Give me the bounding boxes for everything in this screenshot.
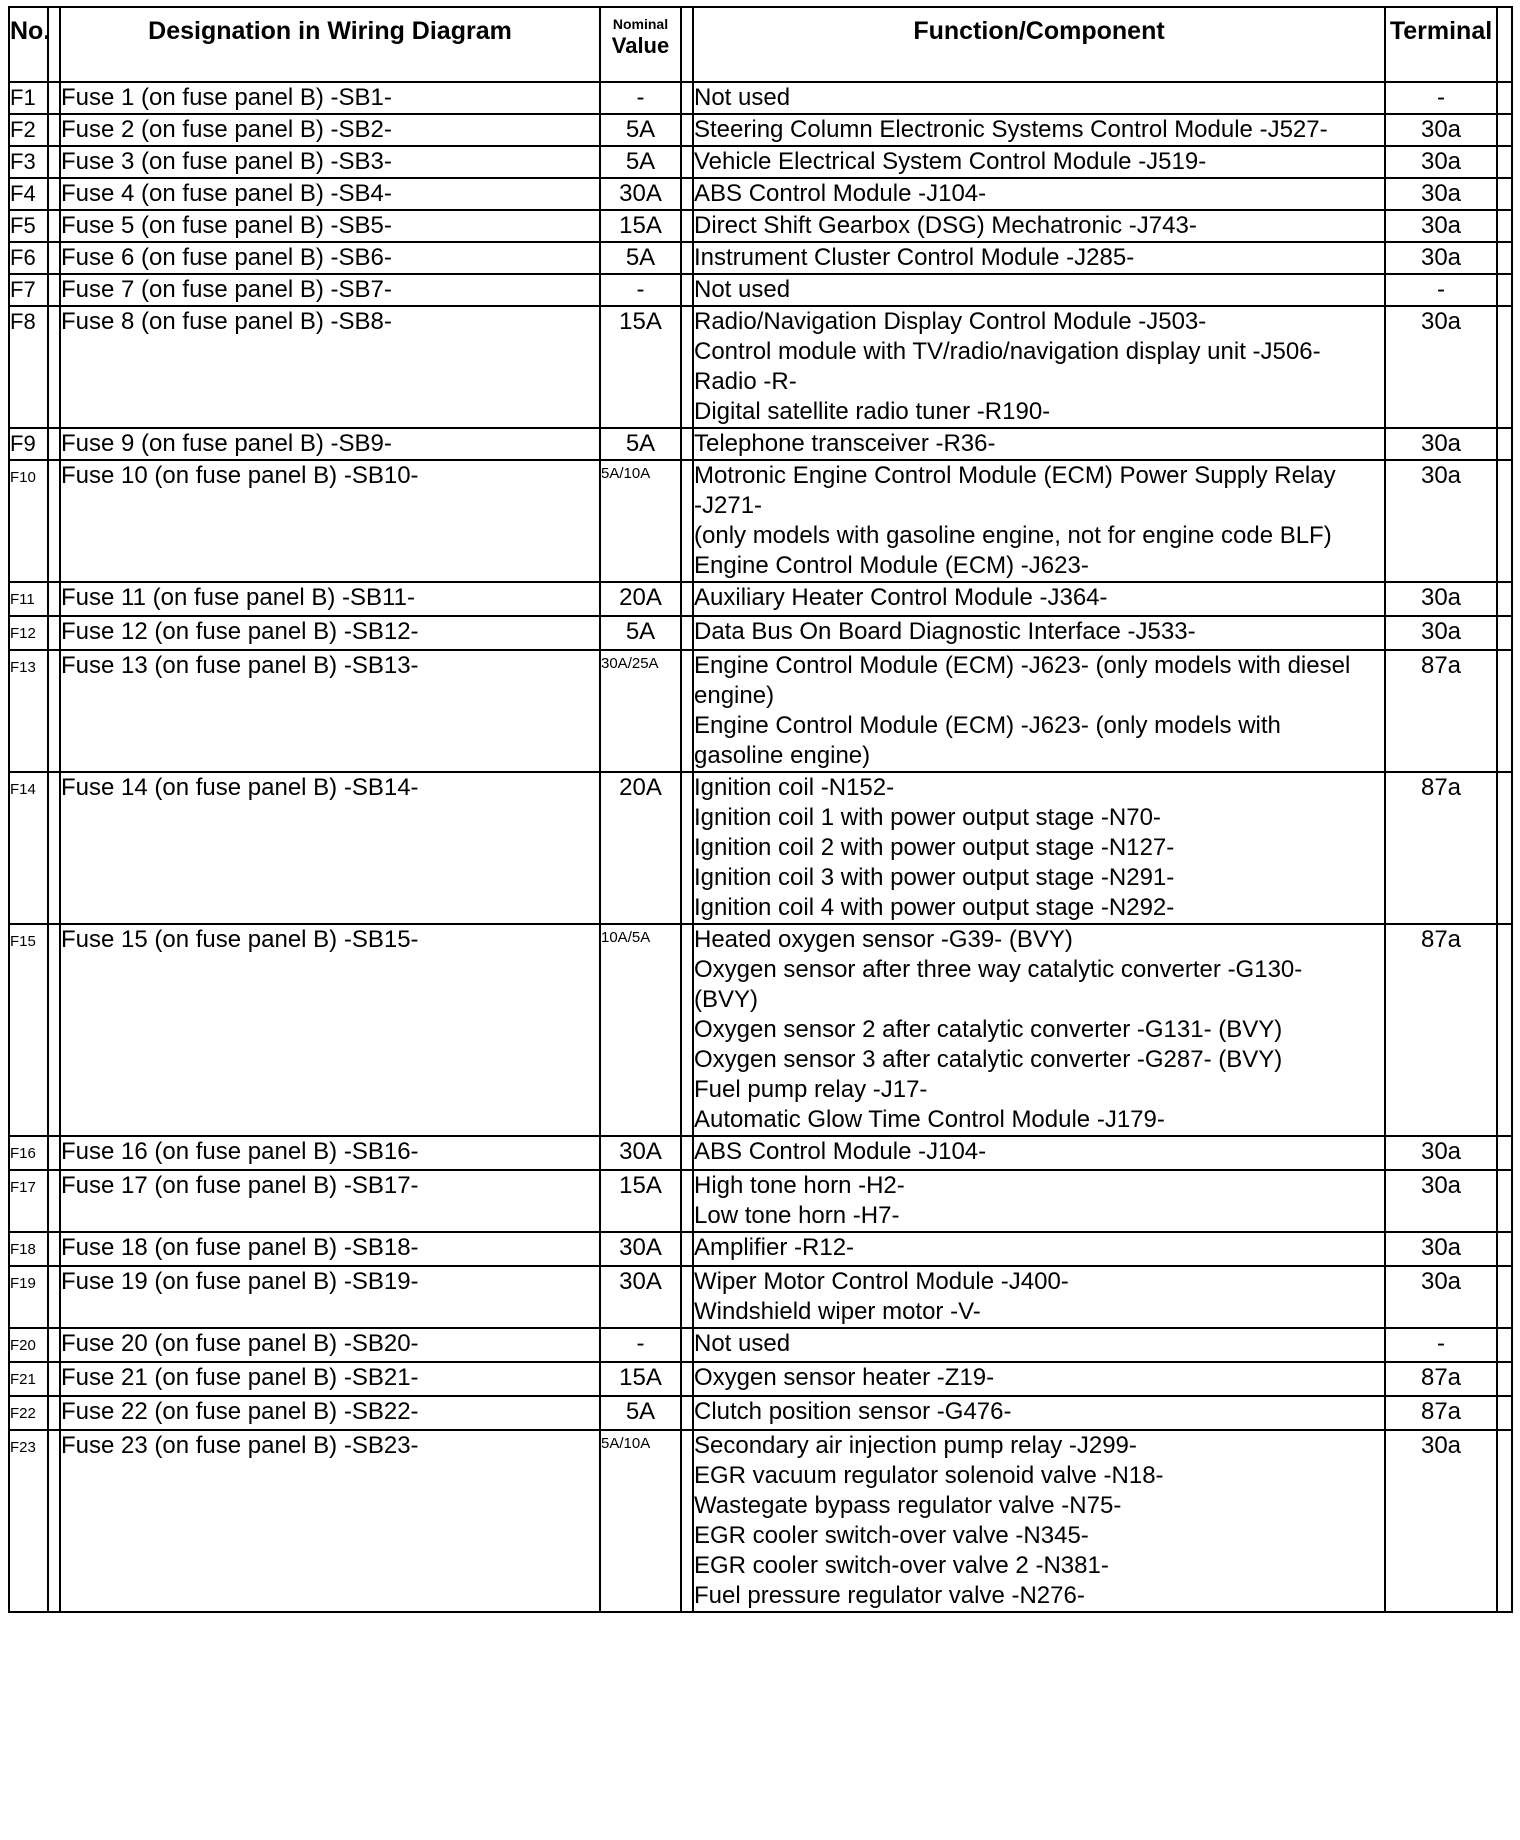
- function-component: [693, 146, 1385, 178]
- function-line: Not used: [694, 276, 791, 303]
- spacer-cell: [681, 1232, 693, 1266]
- fuse-designation: Fuse 15 (on fuse panel B) -SB15-: [60, 924, 600, 1136]
- table-row: [9, 114, 1512, 146]
- spacer-cell: [48, 1362, 60, 1396]
- spacer-cell: [681, 274, 693, 306]
- fuse-designation: Fuse 10 (on fuse panel B) -SB10-: [60, 460, 600, 582]
- function-line: Instrument Cluster Control Module -J285-: [694, 244, 1135, 271]
- spacer-cell: [48, 616, 60, 650]
- function-component: [693, 1430, 1385, 1612]
- fuse-number: F22: [9, 1396, 48, 1430]
- function-line: Not used: [694, 1330, 791, 1357]
- spacer-cell: [681, 582, 693, 616]
- table-row: [9, 1170, 1512, 1232]
- terminal-value: -: [1385, 1328, 1497, 1362]
- spacer-cell: [681, 1396, 693, 1430]
- function-line: Low tone horn -H7-: [694, 1202, 900, 1229]
- terminal-value: 87a: [1385, 650, 1497, 772]
- header-value-label: Value: [611, 33, 670, 58]
- function-line: Oxygen sensor 2 after catalytic converter -G131- (BVY): [694, 1016, 1283, 1043]
- spacer-cell: [48, 428, 60, 460]
- nominal-value: 30A/25A: [600, 650, 681, 772]
- spacer-cell: [1497, 1266, 1512, 1328]
- fuse-designation: Fuse 7 (on fuse panel B) -SB7-: [60, 274, 600, 306]
- fuse-designation: Fuse 3 (on fuse panel B) -SB3-: [60, 146, 600, 178]
- spacer-cell: [48, 1430, 60, 1612]
- function-line: -J271-: [694, 492, 763, 519]
- nominal-value: 30A: [600, 1266, 681, 1328]
- spacer-cell: [1497, 1136, 1512, 1170]
- function-line: Oxygen sensor after three way catalytic converter -G130-: [694, 956, 1303, 983]
- spacer-cell: [1497, 1232, 1512, 1266]
- function-component: [693, 924, 1385, 1136]
- table-row: [9, 1328, 1512, 1362]
- nominal-value: 20A: [600, 772, 681, 924]
- table-row: [9, 274, 1512, 306]
- function-line: Oxygen sensor 3 after catalytic converter -G287- (BVY): [694, 1046, 1283, 1073]
- fuse-number: F21: [9, 1362, 48, 1396]
- spacer-cell: [48, 1232, 60, 1266]
- header-designation: Designation in Wiring Diagram: [60, 7, 600, 82]
- nominal-value: 5A: [600, 146, 681, 178]
- function-component: [693, 242, 1385, 274]
- function-component: [693, 82, 1385, 114]
- spacer-cell: [1497, 1170, 1512, 1232]
- spacer-cell: [681, 306, 693, 428]
- function-line: Ignition coil 3 with power output stage -N291-: [694, 864, 1175, 891]
- function-line: Radio/Navigation Display Control Module -J503-: [694, 308, 1207, 335]
- function-line: ABS Control Module -J104-: [694, 180, 987, 207]
- function-component: [693, 1396, 1385, 1430]
- fuse-number: F19: [9, 1266, 48, 1328]
- nominal-value: 20A: [600, 582, 681, 616]
- terminal-value: 30a: [1385, 428, 1497, 460]
- spacer-cell: [681, 1328, 693, 1362]
- fuse-designation: Fuse 5 (on fuse panel B) -SB5-: [60, 210, 600, 242]
- terminal-value: 87a: [1385, 1396, 1497, 1430]
- table-row: [9, 1430, 1512, 1612]
- function-line: Wastegate bypass regulator valve -N75-: [694, 1492, 1122, 1519]
- table-row: [9, 650, 1512, 772]
- header-nominal-label: Nominal: [612, 16, 669, 32]
- spacer-cell: [1497, 924, 1512, 1136]
- function-line: Engine Control Module (ECM) -J623-: [694, 552, 1089, 579]
- function-component: [693, 1328, 1385, 1362]
- function-component: [693, 306, 1385, 428]
- function-line: gasoline engine): [694, 742, 871, 769]
- spacer-cell: [681, 772, 693, 924]
- function-component: [693, 616, 1385, 650]
- spacer-cell: [681, 242, 693, 274]
- terminal-value: 30a: [1385, 114, 1497, 146]
- spacer-cell: [48, 306, 60, 428]
- spacer-cell: [1497, 772, 1512, 924]
- spacer-cell: [681, 146, 693, 178]
- table-row: [9, 1362, 1512, 1396]
- nominal-value: -: [600, 1328, 681, 1362]
- terminal-value: 30a: [1385, 1170, 1497, 1232]
- spacer-cell: [48, 772, 60, 924]
- function-line: Ignition coil 2 with power output stage -N127-: [694, 834, 1175, 861]
- fuse-designation: Fuse 1 (on fuse panel B) -SB1-: [60, 82, 600, 114]
- spacer-cell: [48, 582, 60, 616]
- table-row: [9, 1396, 1512, 1430]
- fuse-number: F18: [9, 1232, 48, 1266]
- function-line: EGR cooler switch-over valve 2 -N381-: [694, 1552, 1109, 1579]
- function-line: Engine Control Module (ECM) -J623- (only models with: [694, 712, 1281, 739]
- table-row: [9, 582, 1512, 616]
- nominal-value: 30A: [600, 1136, 681, 1170]
- table-row: [9, 428, 1512, 460]
- terminal-value: 30a: [1385, 242, 1497, 274]
- nominal-value: -: [600, 82, 681, 114]
- header-gap-3: [1497, 7, 1512, 82]
- spacer-cell: [1497, 146, 1512, 178]
- fuse-designation: Fuse 8 (on fuse panel B) -SB8-: [60, 306, 600, 428]
- terminal-value: 30a: [1385, 146, 1497, 178]
- table-row: [9, 146, 1512, 178]
- function-line: ABS Control Module -J104-: [694, 1138, 987, 1165]
- fuse-table-sheet: [8, 6, 1513, 1613]
- spacer-cell: [48, 274, 60, 306]
- function-component: [693, 1232, 1385, 1266]
- header-gap-2: [681, 7, 693, 82]
- spacer-cell: [1497, 242, 1512, 274]
- spacer-cell: [1497, 274, 1512, 306]
- function-line: Wiper Motor Control Module -J400-: [694, 1268, 1069, 1295]
- terminal-value: 30a: [1385, 178, 1497, 210]
- function-line: Heated oxygen sensor -G39- (BVY): [694, 926, 1073, 953]
- spacer-cell: [1497, 428, 1512, 460]
- terminal-value: 30a: [1385, 1266, 1497, 1328]
- function-component: [693, 114, 1385, 146]
- table-row: [9, 616, 1512, 650]
- spacer-cell: [1497, 210, 1512, 242]
- fuse-number: F6: [9, 242, 48, 274]
- spacer-cell: [681, 428, 693, 460]
- function-component: [693, 1266, 1385, 1328]
- nominal-value: 15A: [600, 1170, 681, 1232]
- terminal-value: 87a: [1385, 772, 1497, 924]
- fuse-number: F1: [9, 82, 48, 114]
- spacer-cell: [48, 1170, 60, 1232]
- spacer-cell: [681, 924, 693, 1136]
- fuse-designation: Fuse 14 (on fuse panel B) -SB14-: [60, 772, 600, 924]
- function-line: Data Bus On Board Diagnostic Interface -J533-: [694, 618, 1196, 645]
- spacer-cell: [1497, 178, 1512, 210]
- table-row: [9, 178, 1512, 210]
- spacer-cell: [48, 1328, 60, 1362]
- function-line: Steering Column Electronic Systems Control Module -J527-: [694, 116, 1328, 143]
- nominal-value: 30A: [600, 178, 681, 210]
- spacer-cell: [681, 460, 693, 582]
- fuse-designation: Fuse 4 (on fuse panel B) -SB4-: [60, 178, 600, 210]
- function-line: Digital satellite radio tuner -R190-: [694, 398, 1051, 425]
- function-line: Engine Control Module (ECM) -J623- (only models with diesel: [694, 652, 1351, 679]
- terminal-value: 87a: [1385, 924, 1497, 1136]
- function-component: [693, 582, 1385, 616]
- spacer-cell: [1497, 616, 1512, 650]
- terminal-value: 30a: [1385, 1232, 1497, 1266]
- nominal-value: 5A: [600, 616, 681, 650]
- fuse-designation: Fuse 20 (on fuse panel B) -SB20-: [60, 1328, 600, 1362]
- spacer-cell: [1497, 1430, 1512, 1612]
- function-line: Direct Shift Gearbox (DSG) Mechatronic -J743-: [694, 212, 1197, 239]
- terminal-value: 30a: [1385, 1430, 1497, 1612]
- nominal-value: 15A: [600, 306, 681, 428]
- spacer-cell: [681, 1136, 693, 1170]
- table-row: [9, 210, 1512, 242]
- table-row: [9, 306, 1512, 428]
- spacer-cell: [681, 616, 693, 650]
- header-row: [9, 7, 1512, 82]
- function-component: [693, 1170, 1385, 1232]
- spacer-cell: [1497, 1328, 1512, 1362]
- table-row: [9, 1136, 1512, 1170]
- fuse-designation: Fuse 19 (on fuse panel B) -SB19-: [60, 1266, 600, 1328]
- function-line: Vehicle Electrical System Control Module -J519-: [694, 148, 1207, 175]
- fuse-number: F5: [9, 210, 48, 242]
- function-line: EGR cooler switch-over valve -N345-: [694, 1522, 1089, 1549]
- function-line: Radio -R-: [694, 368, 797, 395]
- function-line: Not used: [694, 84, 791, 111]
- spacer-cell: [48, 242, 60, 274]
- terminal-value: 30a: [1385, 460, 1497, 582]
- function-line: Control module with TV/radio/navigation display unit -J506-: [694, 338, 1321, 365]
- spacer-cell: [681, 114, 693, 146]
- function-component: [693, 1362, 1385, 1396]
- spacer-cell: [48, 210, 60, 242]
- spacer-cell: [48, 1266, 60, 1328]
- spacer-cell: [1497, 1362, 1512, 1396]
- table-row: [9, 924, 1512, 1136]
- spacer-cell: [681, 1266, 693, 1328]
- function-line: Fuel pressure regulator valve -N276-: [694, 1582, 1085, 1609]
- fuse-designation: Fuse 6 (on fuse panel B) -SB6-: [60, 242, 600, 274]
- spacer-cell: [681, 1362, 693, 1396]
- table-row: [9, 1232, 1512, 1266]
- function-line: (only models with gasoline engine, not for engine code BLF): [694, 522, 1332, 549]
- function-line: Windshield wiper motor -V-: [694, 1298, 981, 1325]
- fuse-number: F8: [9, 306, 48, 428]
- spacer-cell: [48, 924, 60, 1136]
- terminal-value: 30a: [1385, 616, 1497, 650]
- function-line: Amplifier -R12-: [694, 1234, 855, 1261]
- nominal-value: 30A: [600, 1232, 681, 1266]
- function-component: [693, 210, 1385, 242]
- fuse-number: F13: [9, 650, 48, 772]
- function-component: [693, 460, 1385, 582]
- function-line: Ignition coil 1 with power output stage -N70-: [694, 804, 1161, 831]
- spacer-cell: [48, 1136, 60, 1170]
- fuse-number: F9: [9, 428, 48, 460]
- fuse-number: F23: [9, 1430, 48, 1612]
- fuse-designation: Fuse 17 (on fuse panel B) -SB17-: [60, 1170, 600, 1232]
- terminal-value: -: [1385, 274, 1497, 306]
- table-row: [9, 460, 1512, 582]
- nominal-value: 5A: [600, 114, 681, 146]
- function-component: [693, 274, 1385, 306]
- function-line: Secondary air injection pump relay -J299-: [694, 1432, 1137, 1459]
- fuse-number: F7: [9, 274, 48, 306]
- function-line: Auxiliary Heater Control Module -J364-: [694, 584, 1108, 611]
- function-line: engine): [694, 682, 775, 709]
- fuse-number: F16: [9, 1136, 48, 1170]
- nominal-value: 15A: [600, 210, 681, 242]
- spacer-cell: [1497, 582, 1512, 616]
- nominal-value: -: [600, 274, 681, 306]
- fuse-number: F10: [9, 460, 48, 582]
- spacer-cell: [48, 114, 60, 146]
- function-component: [693, 428, 1385, 460]
- function-line: Ignition coil -N152-: [694, 774, 895, 801]
- fuse-number: F14: [9, 772, 48, 924]
- terminal-value: 30a: [1385, 582, 1497, 616]
- nominal-value: 10A/5A: [600, 924, 681, 1136]
- fuse-designation: Fuse 21 (on fuse panel B) -SB21-: [60, 1362, 600, 1396]
- fuse-designation: Fuse 11 (on fuse panel B) -SB11-: [60, 582, 600, 616]
- fuse-designation: Fuse 12 (on fuse panel B) -SB12-: [60, 616, 600, 650]
- spacer-cell: [1497, 82, 1512, 114]
- table-row: [9, 772, 1512, 924]
- spacer-cell: [681, 1170, 693, 1232]
- nominal-value: 5A/10A: [600, 1430, 681, 1612]
- header-no: No.: [9, 7, 48, 82]
- fuse-number: F17: [9, 1170, 48, 1232]
- function-line: Motronic Engine Control Module (ECM) Power Supply Relay: [694, 462, 1336, 489]
- spacer-cell: [681, 210, 693, 242]
- fuse-number: F4: [9, 178, 48, 210]
- fuse-table: [8, 6, 1513, 1613]
- function-component: [693, 178, 1385, 210]
- function-line: EGR vacuum regulator solenoid valve -N18-: [694, 1462, 1164, 1489]
- spacer-cell: [48, 460, 60, 582]
- fuse-table-body: [9, 82, 1512, 1612]
- function-line: (BVY): [694, 986, 759, 1013]
- header-terminal: Terminal: [1385, 7, 1497, 82]
- fuse-number: F12: [9, 616, 48, 650]
- fuse-number: F11: [9, 582, 48, 616]
- nominal-value: 5A: [600, 428, 681, 460]
- function-line: Oxygen sensor heater -Z19-: [694, 1364, 995, 1391]
- fuse-number: F20: [9, 1328, 48, 1362]
- fuse-number: F3: [9, 146, 48, 178]
- terminal-value: -: [1385, 82, 1497, 114]
- spacer-cell: [1497, 114, 1512, 146]
- terminal-value: 30a: [1385, 1136, 1497, 1170]
- spacer-cell: [48, 1396, 60, 1430]
- function-line: Clutch position sensor -G476-: [694, 1398, 1012, 1425]
- spacer-cell: [681, 178, 693, 210]
- terminal-value: 30a: [1385, 306, 1497, 428]
- fuse-number: F15: [9, 924, 48, 1136]
- function-component: [693, 772, 1385, 924]
- function-line: Fuel pump relay -J17-: [694, 1076, 928, 1103]
- spacer-cell: [48, 650, 60, 772]
- spacer-cell: [681, 82, 693, 114]
- spacer-cell: [681, 1430, 693, 1612]
- header-nominal-value: [600, 7, 681, 82]
- function-component: [693, 650, 1385, 772]
- function-line: Telephone transceiver -R36-: [694, 430, 996, 457]
- fuse-designation: Fuse 22 (on fuse panel B) -SB22-: [60, 1396, 600, 1430]
- function-component: [693, 1136, 1385, 1170]
- nominal-value: 5A: [600, 1396, 681, 1430]
- fuse-designation: Fuse 2 (on fuse panel B) -SB2-: [60, 114, 600, 146]
- table-row: [9, 82, 1512, 114]
- fuse-designation: Fuse 18 (on fuse panel B) -SB18-: [60, 1232, 600, 1266]
- table-row: [9, 242, 1512, 274]
- spacer-cell: [681, 650, 693, 772]
- fuse-designation: Fuse 16 (on fuse panel B) -SB16-: [60, 1136, 600, 1170]
- function-line: Ignition coil 4 with power output stage -N292-: [694, 894, 1175, 921]
- header-function: Function/Component: [693, 7, 1385, 82]
- nominal-value: 5A: [600, 242, 681, 274]
- spacer-cell: [1497, 460, 1512, 582]
- nominal-value: 15A: [600, 1362, 681, 1396]
- spacer-cell: [48, 146, 60, 178]
- fuse-number: F2: [9, 114, 48, 146]
- spacer-cell: [48, 82, 60, 114]
- terminal-value: 87a: [1385, 1362, 1497, 1396]
- spacer-cell: [1497, 650, 1512, 772]
- fuse-designation: Fuse 23 (on fuse panel B) -SB23-: [60, 1430, 600, 1612]
- spacer-cell: [1497, 1396, 1512, 1430]
- spacer-cell: [48, 178, 60, 210]
- fuse-designation: Fuse 9 (on fuse panel B) -SB9-: [60, 428, 600, 460]
- function-line: Automatic Glow Time Control Module -J179-: [694, 1106, 1165, 1133]
- spacer-cell: [1497, 306, 1512, 428]
- terminal-value: 30a: [1385, 210, 1497, 242]
- nominal-value: 5A/10A: [600, 460, 681, 582]
- fuse-designation: Fuse 13 (on fuse panel B) -SB13-: [60, 650, 600, 772]
- function-line: High tone horn -H2-: [694, 1172, 905, 1199]
- table-row: [9, 1266, 1512, 1328]
